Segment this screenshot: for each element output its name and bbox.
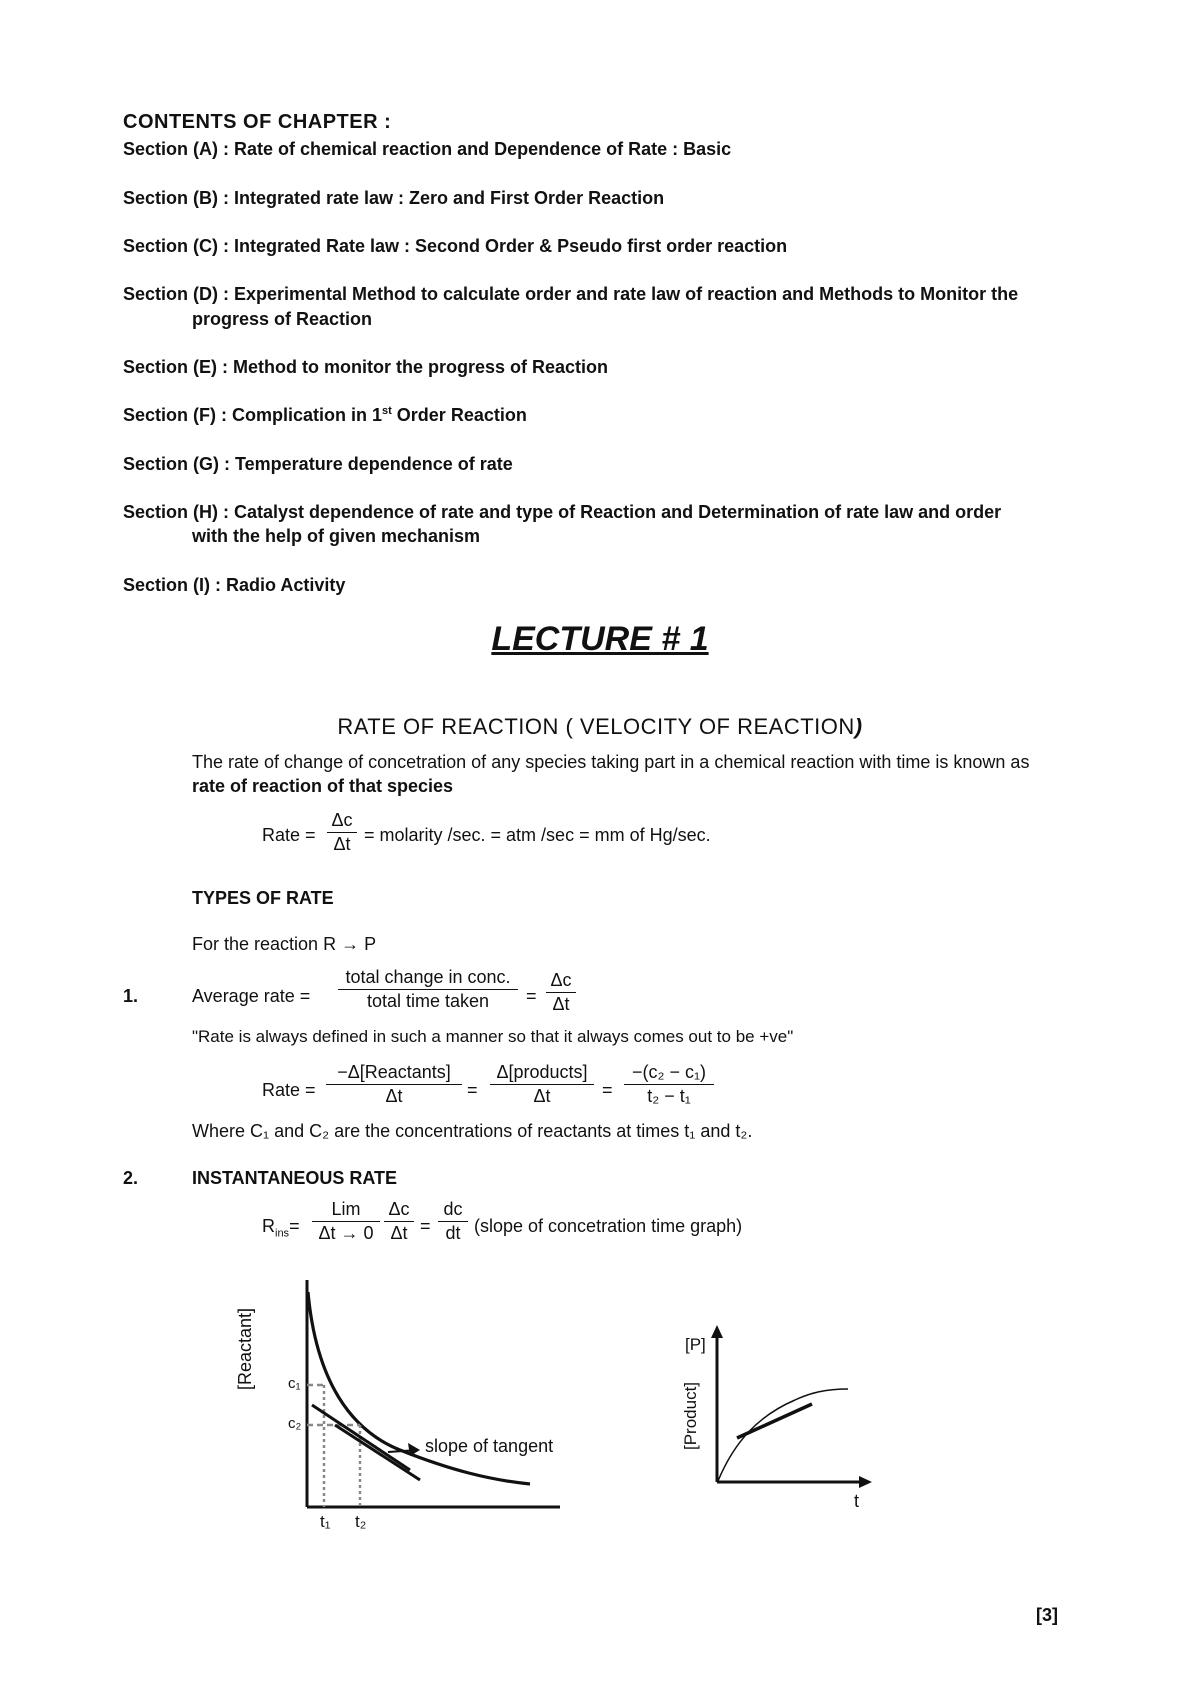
definition-line1: The rate of change of concetration of any species taking part in a chemical reaction with time is known as	[192, 752, 1030, 772]
section-h-cont: with the help of given mechanism	[192, 526, 481, 546]
reaction-line: For the reaction R → P	[192, 934, 377, 954]
section-g: Section (G) : Temperature dependence of rate	[123, 454, 513, 474]
inst-bar	[384, 1221, 414, 1222]
c1-label: c₁	[288, 1375, 301, 1392]
rate2-f2	[490, 1062, 594, 1107]
section-i: Section (I) : Radio Activity	[123, 575, 346, 595]
contents-heading: CONTENTS OF CHAPTER :	[123, 111, 392, 133]
inst-lim-bar	[312, 1221, 380, 1222]
inst-R-eq: =	[289, 1216, 300, 1236]
t2-label: t₂	[355, 1512, 367, 1531]
rate2-f1	[326, 1062, 462, 1107]
product-graph	[700, 1325, 880, 1495]
avg-den2: Δt	[552, 994, 570, 1014]
product-x-arrowhead	[859, 1476, 872, 1488]
secant-line	[312, 1405, 410, 1470]
page-number: [3]	[1036, 1605, 1058, 1625]
lecture-subtitle-main: RATE OF REACTION ( VELOCITY OF REACTION	[337, 714, 855, 739]
rate2-f2-num: Δ[products]	[496, 1062, 588, 1082]
avg-num2: Δc	[550, 970, 572, 990]
inst-fraction	[384, 1199, 414, 1244]
inst-dnum: dc	[443, 1199, 463, 1219]
rate2-f1-num: −Δ[Reactants]	[337, 1062, 451, 1082]
product-ylabel: [Product]	[681, 1381, 700, 1450]
rate2-f2-bar	[490, 1084, 594, 1085]
item1-number: 1.	[123, 986, 139, 1006]
rate2-f1-den: Δt	[385, 1086, 403, 1106]
rate-fraction	[327, 810, 357, 855]
avg-den: total time taken	[366, 991, 490, 1011]
section-f-pre: Section (F) : Complication in 1	[123, 405, 383, 425]
inst-R-letter: R	[262, 1216, 275, 1236]
avg-eq: =	[526, 986, 537, 1006]
definition-line2: rate of reaction of that species	[192, 776, 454, 796]
item2-number: 2.	[123, 1168, 139, 1188]
section-a: Section (A) : Rate of chemical reaction and Dependence of Rate : Basic	[123, 139, 732, 159]
rate2-f3	[624, 1062, 714, 1107]
inst-dbar	[438, 1221, 468, 1222]
rate2-label: Rate =	[262, 1080, 316, 1100]
section-b: Section (B) : Integrated rate law : Zero and First Order Reaction	[123, 188, 665, 208]
section-c: Section (C) : Integrated Rate law : Second Order & Pseudo first order reaction	[123, 236, 788, 256]
rate2-f1-bar	[326, 1084, 462, 1085]
inst-dden: dt	[445, 1223, 461, 1243]
section-f-post: Order Reaction	[391, 405, 527, 425]
rate-den: Δt	[333, 834, 351, 854]
inst-R	[262, 1216, 300, 1240]
rate2-eq2: =	[602, 1080, 613, 1100]
inst-R-sub: ins	[275, 1227, 290, 1240]
inst-num: Δc	[388, 1199, 410, 1219]
section-d: Section (D) : Experimental Method to calculate order and rate law of reaction and Methods to Monitor the	[123, 284, 1019, 304]
lecture-subtitle	[0, 714, 1200, 740]
quote-line: "Rate is always defined in such a manner so that it always comes out to be +ve"	[192, 1027, 794, 1046]
t1-label: t₁	[320, 1512, 331, 1531]
inst-limit	[312, 1199, 380, 1244]
rate2-f3-den: t₂ − t₁	[647, 1086, 691, 1106]
avg-fraction2	[546, 970, 576, 1015]
product-curve	[718, 1389, 848, 1481]
reactant-graph	[250, 1270, 580, 1540]
avg-bar2	[546, 992, 576, 993]
where-line: Where C₁ and C₂ are the concentrations of reactants at times t₁ and t₂.	[192, 1121, 753, 1141]
inst-lim-bottom: Δt → 0	[318, 1223, 374, 1243]
types-heading: TYPES OF RATE	[192, 888, 334, 908]
inst-den: Δt	[390, 1223, 408, 1243]
avg-num: total change in conc.	[345, 967, 511, 987]
rate2-eq1: =	[467, 1080, 478, 1100]
inst-heading: INSTANTANEOUS RATE	[192, 1168, 397, 1188]
rate-label: Rate =	[262, 825, 316, 845]
avg-bar	[338, 989, 518, 990]
c2-label: c₂	[288, 1415, 302, 1432]
section-e: Section (E) : Method to monitor the progress of Reaction	[123, 357, 609, 377]
avg-label: Average rate =	[192, 986, 311, 1006]
rate2-f3-bar	[624, 1084, 714, 1085]
product-y-arrowhead	[711, 1325, 723, 1338]
slope-annotation: slope of tangent	[425, 1436, 554, 1456]
section-d-cont: progress of Reaction	[192, 309, 373, 329]
rate-num: Δc	[331, 810, 353, 830]
rate-units: = molarity /sec. = atm /sec = mm of Hg/sec.	[364, 825, 711, 845]
avg-fraction	[338, 967, 518, 1012]
section-f	[123, 405, 527, 426]
product-tangent	[737, 1404, 812, 1438]
inst-dfraction	[438, 1199, 468, 1244]
product-xlabel: t	[854, 1491, 860, 1511]
reactant-ylabel: [Reactant]	[235, 1307, 255, 1390]
section-h: Section (H) : Catalyst dependence of rate and type of Reaction and Determination of rate law and order	[123, 502, 1002, 522]
inst-note: (slope of concetration time graph)	[474, 1216, 743, 1236]
product-top-label: [P]	[685, 1335, 706, 1354]
lecture-title: LECTURE # 1	[491, 620, 709, 658]
lecture-subtitle-close: )	[854, 714, 863, 739]
section-f-sup: st	[382, 405, 392, 417]
inst-lim-top: Lim	[331, 1199, 361, 1219]
rate-bar	[327, 832, 357, 833]
rate2-f3-num: −(c₂ − c₁)	[631, 1062, 707, 1082]
rate2-f2-den: Δt	[533, 1086, 551, 1106]
inst-eq2: =	[420, 1216, 431, 1236]
